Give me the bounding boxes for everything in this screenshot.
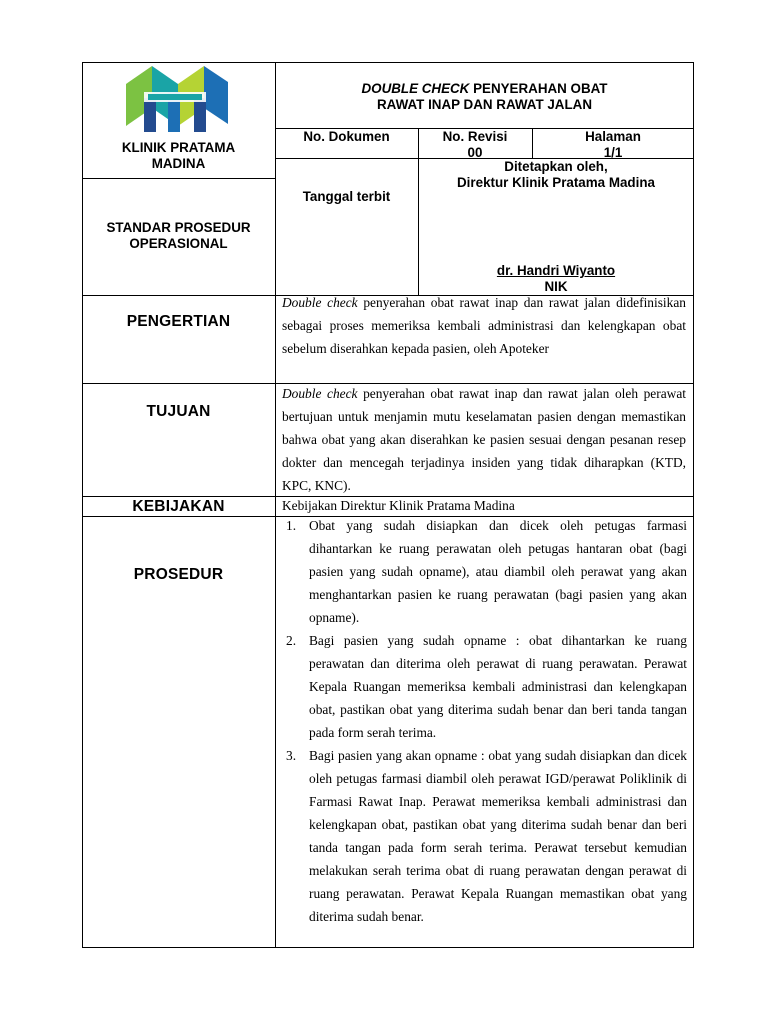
item-text: Obat yang sudah disiapkan dan dicek oleh petugas farmasi dihantarkan ke ruang perawatan oleh petugas hantaran obat (bagi pasien yang sudah opname), atau diambil oleh perawat yang akan menghantarkan pasien ke ruang perawatan (bagi pasien yang akan opname). bbox=[309, 518, 687, 625]
pengertian-body: penyerahan obat rawat inap dan rawat jalan didefinisikan sebagai proses memeriksa kembali administrasi dan kelengkapan obat sebelum diserahkan kepada pasien, oleh Apoteker bbox=[282, 295, 686, 356]
kebijakan-text: Kebijakan Direktur Klinik Pratama Madina bbox=[282, 498, 515, 513]
list-item bbox=[277, 744, 687, 928]
item-number: 2. bbox=[286, 633, 297, 648]
clinic-divider bbox=[82, 178, 276, 179]
item-number: 1. bbox=[286, 518, 297, 533]
revision-label: No. Revisi bbox=[442, 129, 508, 144]
prosedur-label: PROSEDUR bbox=[133, 566, 224, 583]
pengertian-label: PENGERTIAN bbox=[126, 313, 231, 330]
revision-value: 00 bbox=[467, 145, 483, 160]
clinic-name-line1: KLINIK PRATAMA bbox=[121, 140, 236, 155]
doc-number-label: No. Dokumen bbox=[303, 129, 390, 144]
tujuan-text bbox=[282, 382, 686, 497]
item-number: 3. bbox=[286, 748, 297, 763]
revision-cell bbox=[418, 129, 532, 161]
issue-date-label: Tanggal terbit bbox=[302, 189, 391, 204]
list-item bbox=[277, 629, 687, 744]
item-text: Bagi pasien yang sudah opname : obat dihantarkan ke ruang perawatan dan diterima oleh perawat di ruang perawatan. Perawat Kepala Ruangan memeriksa kembali administrasi dan kelengkapan obat, pastikan obat yang diterima sudah benar dan beri tanda tangan pada form serah terima. bbox=[309, 633, 687, 740]
kebijakan-label: KEBIJAKAN bbox=[132, 498, 225, 515]
sop-document bbox=[82, 62, 694, 948]
item-text: Bagi pasien yang akan opname : obat yang sudah disiapkan dan dicek oleh petugas farmasi diambil oleh perawat IGD/perawat Poliklinik di Farmasi Rawat Inap. Perawat memeriksa kembali administrasi dan kelengkapan obat, pastikan obat yang diterima sudah benar dan beri tanda tangan pada form serah terima. Perawat tersebut kemudian melakukan serah terima obat di ruang perawatan dengan perawat di ruang perawatan. Perawat Kepala Ruangan memastikan obat yang diterima sudah benar. bbox=[309, 748, 687, 924]
clinic-name-line2: MADINA bbox=[151, 156, 206, 171]
page-cell bbox=[532, 129, 694, 161]
approver-title: Direktur Klinik Pratama Madina bbox=[457, 175, 655, 190]
tujuan-label: TUJUAN bbox=[146, 403, 211, 420]
title-rest: PENYERAHAN OBAT bbox=[469, 81, 608, 96]
prosedur-list bbox=[277, 514, 687, 928]
clinic-logo bbox=[122, 62, 232, 134]
tujuan-body: penyerahan obat rawat inap dan rawat jalan oleh perawat bertujuan untuk menjamin mutu keselamatan pasien dengan memastikan bahwa obat yang akan diserahkan ke pasien sesuai dengan pesanan resep dokter dan mencegah terjadinya insiden yang tidak diharapkan (KTD, KPC, KNC). bbox=[282, 386, 686, 493]
title-line2: RAWAT INAP DAN RAWAT JALAN bbox=[377, 97, 592, 112]
approved-by-label: Ditetapkan oleh, bbox=[504, 159, 608, 174]
signer-id-label: NIK bbox=[544, 279, 568, 294]
document-title bbox=[275, 81, 694, 113]
page-label: Halaman bbox=[585, 129, 641, 144]
sop-label bbox=[82, 220, 275, 252]
clinic-name bbox=[82, 140, 275, 172]
title-italic: DOUBLE CHECK bbox=[361, 81, 470, 96]
approval-block bbox=[418, 159, 694, 191]
pengertian-text bbox=[282, 291, 686, 360]
tujuan-italic: Double check bbox=[282, 386, 358, 401]
pengertian-italic: Double check bbox=[282, 295, 358, 310]
page-value: 1/1 bbox=[603, 145, 623, 160]
border-bottom bbox=[82, 947, 694, 948]
sop-line2: OPERASIONAL bbox=[129, 236, 228, 251]
list-item bbox=[277, 514, 687, 629]
border-right bbox=[693, 62, 694, 948]
logo-icon bbox=[122, 62, 232, 134]
sop-line1: STANDAR PROSEDUR bbox=[106, 220, 251, 235]
signer-name: dr. Handri Wiyanto bbox=[496, 263, 616, 278]
